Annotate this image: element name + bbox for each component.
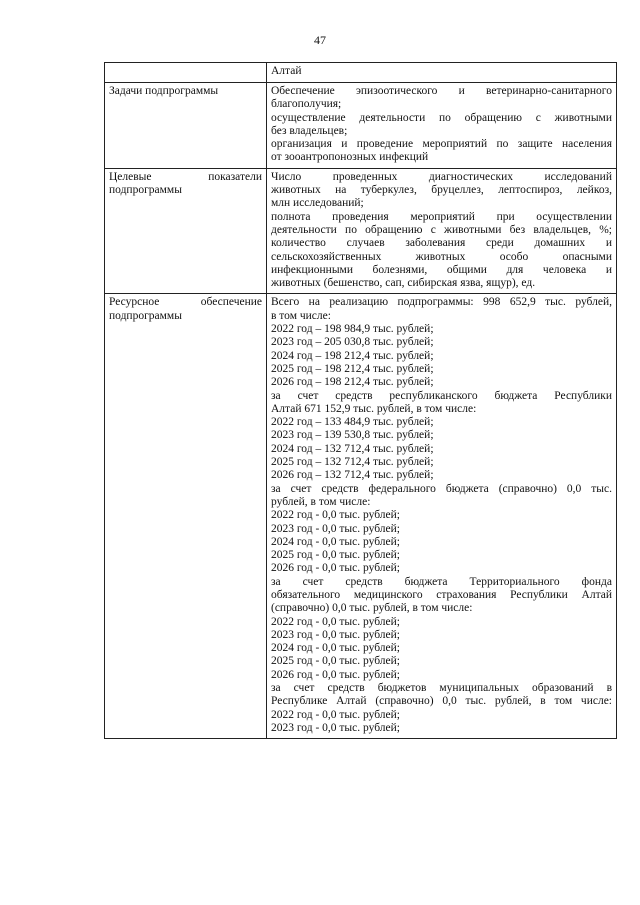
content-cell	[267, 168, 617, 294]
content-line: полнота проведения мероприятий при осуществлении	[271, 210, 612, 223]
content-line: Всего на реализацию подпрограммы: 998 652,9 тыс. рублей,	[271, 296, 612, 309]
continuation-text: Алтай	[271, 65, 302, 77]
content-line: 2023 год - 0,0 тыс. рублей;	[271, 628, 400, 641]
content-line: 2024 год - 0,0 тыс. рублей;	[271, 535, 400, 548]
label-line: подпрограммы	[109, 184, 182, 197]
label-line: Ресурсное обеспечение	[109, 296, 262, 309]
content-line: 2024 год – 132 712,4 тыс. рублей;	[271, 442, 434, 455]
content-cell	[267, 83, 617, 169]
content-cell	[267, 294, 617, 739]
content-line: количество случаев заболевания среди домашних и	[271, 237, 612, 250]
content-line: 2026 год – 198 212,4 тыс. рублей;	[271, 376, 434, 389]
content-line: рублей, в том числе:	[271, 495, 371, 508]
content-line: за счет средств республиканского бюджета Республики	[271, 389, 612, 402]
content-line: за счет средств бюджета Территориального фонда	[271, 575, 612, 588]
content-line: 2026 год – 132 712,4 тыс. рублей;	[271, 469, 434, 482]
content-line: 2025 год - 0,0 тыс. рублей;	[271, 549, 400, 562]
content-line: 2023 год – 205 030,8 тыс. рублей;	[271, 336, 434, 349]
content-line: 2023 год - 0,0 тыс. рублей;	[271, 721, 400, 734]
content-line: (справочно) 0,0 тыс. рублей, в том числе:	[271, 602, 473, 615]
content-line: инфекционными болезнями, общими для человека и	[271, 263, 612, 276]
content-line: 2022 год - 0,0 тыс. рублей;	[271, 509, 400, 522]
table-row-continuation	[105, 63, 617, 83]
content-line: благополучия;	[271, 98, 342, 111]
content-line: обязательного медицинского страхования Республики Алтай	[271, 588, 612, 601]
label-cell	[105, 168, 267, 294]
content-line: Алтай 671 152,9 тыс. рублей, в том числе:	[271, 402, 477, 415]
content-line: 2024 год - 0,0 тыс. рублей;	[271, 642, 400, 655]
content-line: 2022 год – 198 984,9 тыс. рублей;	[271, 323, 434, 336]
content-line: животных (бешенство, сап, сибирская язва, ящур), ед.	[271, 277, 536, 290]
content-line: в том числе:	[271, 309, 331, 322]
content-line: 2022 год - 0,0 тыс. рублей;	[271, 615, 400, 628]
page-number: 47	[314, 33, 326, 47]
content-line: организация и проведение мероприятий по защите населения	[271, 138, 612, 151]
content-line: 2022 год – 133 484,9 тыс. рублей;	[271, 416, 434, 429]
content-line: млн исследований;	[271, 197, 364, 210]
content-line: 2023 год - 0,0 тыс. рублей;	[271, 522, 400, 535]
label-cell	[105, 294, 267, 739]
content-line: 2026 год - 0,0 тыс. рублей;	[271, 668, 400, 681]
table-row-row-target-indicators	[105, 168, 617, 294]
content-line: 2025 год – 132 712,4 тыс. рублей;	[271, 456, 434, 469]
content-line: 2025 год - 0,0 тыс. рублей;	[271, 655, 400, 668]
content-line: Число проведенных диагностических исследований	[271, 170, 612, 183]
content-line: Обеспечение эпизоотического и ветеринарно-санитарного	[271, 85, 612, 97]
content-line: 2024 год – 198 212,4 тыс. рублей;	[271, 349, 434, 362]
label-line: Целевые показатели	[109, 170, 262, 183]
content-line: 2022 год - 0,0 тыс. рублей;	[271, 708, 400, 721]
content-line: без владельцев;	[271, 124, 348, 137]
content-line: от зооантропонозных инфекций	[271, 151, 429, 164]
content-line: деятельности по обращению с животными без владельцев, %;	[271, 223, 612, 236]
content-line: осуществление деятельности по обращению с животными	[271, 111, 612, 124]
label-line: подпрограммы	[109, 309, 182, 322]
subprogram-passport-table	[104, 62, 617, 739]
label-line: Задачи подпрограммы	[109, 85, 219, 97]
content-line: 2025 год – 198 212,4 тыс. рублей;	[271, 362, 434, 375]
label-cell	[105, 83, 267, 169]
empty-label-cell	[105, 63, 267, 83]
table-row-row-resource-support	[105, 294, 617, 739]
content-line: 2026 год - 0,0 тыс. рублей;	[271, 562, 400, 575]
continuation-cell	[267, 63, 617, 83]
content-line: сельскохозяйственных животных особо опасными	[271, 250, 612, 263]
content-line: Республике Алтай (справочно) 0,0 тыс. рублей, в том числе:	[271, 695, 612, 708]
table-body	[105, 63, 617, 739]
table-row-row-tasks	[105, 83, 617, 169]
content-line: за счет средств бюджетов муниципальных образований в	[271, 682, 612, 695]
content-line: животных на туберкулез, бруцеллез, лептоспироз, лейкоз,	[271, 184, 612, 197]
content-line: 2023 год – 139 530,8 тыс. рублей;	[271, 429, 434, 442]
content-line: за счет средств федерального бюджета (справочно) 0,0 тыс.	[271, 482, 612, 495]
